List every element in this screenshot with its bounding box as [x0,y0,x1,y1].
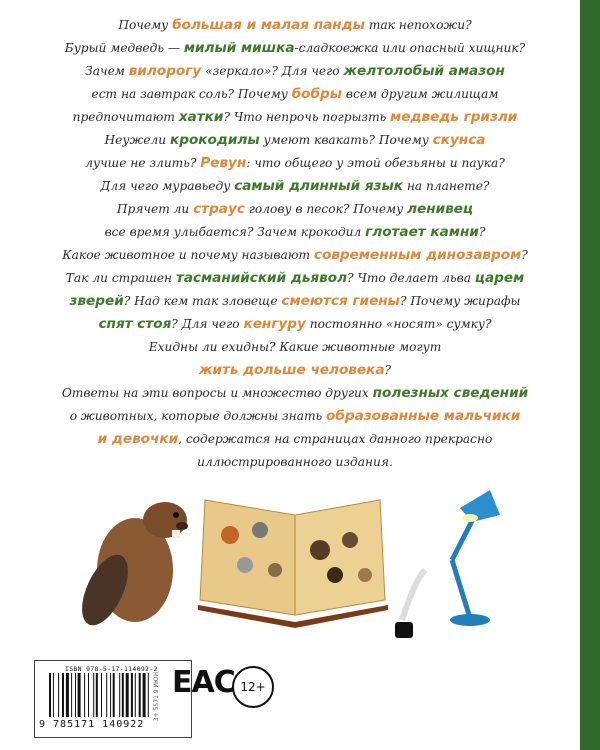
blurb-line [60,405,530,428]
desk-lamp-illustration [450,490,500,626]
barcode-number: 9 785171 140922 [39,719,145,730]
barcode-box [34,660,192,738]
open-book-illustration [198,500,388,628]
blurb-line [60,175,530,198]
plain-text: Зачем [85,64,129,78]
plain-text: : что общего у этой обезьяны и паука? [246,156,505,170]
plain-text: всем другим жилищам [342,87,499,101]
plain-text: все время улыбается? Зачем крокодил [104,225,366,239]
plain-text: лучше не злить? [85,156,201,170]
plain-text: Так ли страшен [65,271,176,285]
highlight-text: жить дольше человека [198,362,385,378]
highlight-text: крокодилы [170,132,260,148]
blurb-line [60,359,530,382]
plain-text: Неужели [104,133,171,147]
highlight-text: медведь гризли [390,109,518,125]
blurb-line [60,198,530,221]
highlight-text: царем [474,270,525,286]
highlight-text: тасманийский дьявол [175,270,348,286]
highlight-text: страус [193,201,245,217]
blurb-line [60,106,530,129]
blurb-line [60,244,530,267]
book-spine-stripe [580,0,600,750]
plain-text: так непохожи? [364,18,472,32]
plain-text: постоянно «носят» сумку? [305,317,492,331]
highlight-text: смеются гиены [281,293,400,309]
highlight-text: большая и малая панды [172,17,365,33]
highlight-text: желтолобый амазон [343,63,505,79]
plain-text: Прячет ли [116,202,194,216]
plain-text: Почему [118,18,173,32]
blurb-line [60,37,530,60]
highlight-text: полезных сведений [372,385,529,401]
plain-text: предпочитают [72,110,179,124]
highlight-text: зверей [69,293,124,309]
plain-text: Ответы на эти вопросы и множество других [61,386,373,400]
beaver-illustration [80,502,188,632]
highlight-text: спят стоя [98,316,172,332]
plain-text: голову в песок? Почему [244,202,408,216]
plain-text: Какое животное и почему называют [62,248,314,262]
blurb-line [60,382,530,405]
vertical-small-text: 3+ 5571 9 ИЮН [153,672,160,722]
blurb-text [60,14,530,474]
plain-text: ? Над кем так зловеще [123,294,282,308]
highlight-text: бобры [291,86,343,102]
blurb-line [60,267,530,290]
blurb-line [60,129,530,152]
plain-text: о животных, которые должны знать [69,409,327,423]
blurb-line [60,14,530,37]
plain-text: ? [478,225,486,239]
plain-text: , содержатся на страницах данного прекрасно [178,432,493,446]
eac-mark: ЕАС [172,665,235,700]
highlight-text: образованные мальчики [326,408,521,424]
plain-text: ? [384,363,392,377]
highlight-text: вилорогу [128,63,202,79]
plain-text: умеют квакать? Почему [259,133,433,147]
plain-text: ? Почему жирафы [399,294,521,308]
illustration [80,460,500,650]
plain-text: -сладкоежка или опасный хищник? [294,41,526,55]
highlight-text: ленивец [407,201,474,217]
plain-text: ест на завтрак соль? Почему [91,87,292,101]
blurb-line [60,336,530,359]
blurb-line [60,83,530,106]
plain-text: Бурый медведь — [64,41,184,55]
highlight-text: Ревун [200,155,247,171]
plain-text: Для чего муравьеду [100,179,235,193]
blurb-line [60,428,530,451]
blurb-line [60,221,530,244]
blurb-line [60,152,530,175]
highlight-text: милый мишка [183,40,295,56]
inkwell-illustration [395,570,425,638]
highlight-text: кенгуру [243,316,306,332]
isbn-text: ISBN 978-5-17-114092-2 [65,665,158,673]
blurb-line [60,313,530,336]
highlight-text: глотает камни [365,224,479,240]
plain-text: ? Что непрочь погрызть [223,110,391,124]
highlight-text: скунса [432,132,486,148]
plain-text: иллюстрированного издания. [197,455,393,469]
plain-text: ? Что делает льва [347,271,475,285]
blurb-line [60,290,530,313]
highlight-text: современным динозавром [313,247,522,263]
plain-text: ? Для чего [171,317,244,331]
plain-text: Ехидны ли ехидны? Какие животные могут [148,340,442,354]
plain-text: на планете? [403,179,490,193]
blurb-line [60,60,530,83]
highlight-text: и девочки [97,431,179,447]
age-rating-badge: 12+ [232,666,274,708]
highlight-text: хатки [178,109,224,125]
plain-text: ? [521,248,528,262]
highlight-text: самый длинный язык [234,178,403,194]
plain-text: «зеркало»? Для чего [201,64,344,78]
